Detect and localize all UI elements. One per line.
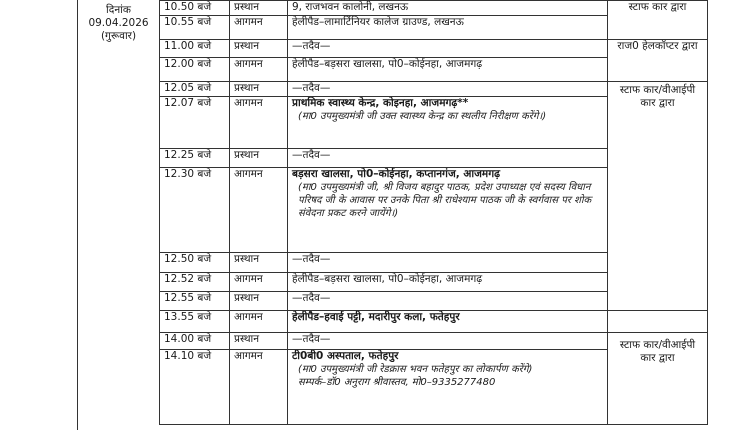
date-value: 09.04.2026 [88, 16, 149, 29]
table-row [78, 333, 708, 350]
place-note: (मा0 उपमुख्यमंत्री जी, श्री विजय बहादुर पाठक, प्रदेश उपाध्यक्ष एवं सदस्य विधान परिषद जी के आवास पर उनके पिता श्री राधेश्याम पाठक जी के स्वर्गवास पर शोक संवेदना प्रकट करने जायेंगे।) [298, 182, 592, 219]
action-cell: आगमन [230, 58, 288, 82]
action-cell: प्रस्थान [230, 82, 288, 97]
time-cell: 12.00 बजे [160, 58, 230, 82]
weekday: (गुरूवार) [100, 29, 137, 42]
place-cell [288, 149, 608, 168]
action-cell: प्रस्थान [230, 40, 288, 58]
action-cell: आगमन [230, 168, 288, 253]
action-cell: प्रस्थान [230, 149, 288, 168]
place-text: —तदैव— [292, 149, 331, 161]
transport-text: स्टाफ कार/वीआईपी कार द्वारा [619, 84, 696, 109]
action-cell: आगमन [230, 311, 288, 333]
place-text: हेलीपैड–हवाई पट्टी, मदारीपुर कला, फतेहपुर [292, 311, 460, 323]
action-cell: प्रस्थान [230, 1, 288, 16]
action-cell: आगमन [230, 97, 288, 149]
time-cell: 12.05 बजे [160, 82, 230, 97]
place-cell [288, 168, 608, 253]
place-text: —तदैव— [292, 253, 331, 265]
place-text: —तदैव— [292, 40, 331, 52]
place-cell [288, 82, 608, 97]
time-cell: 13.55 बजे [160, 311, 230, 333]
place-text: प्राथमिक स्वास्थ्य केन्द्र, कोइनहा, आजमगढ़** [292, 97, 469, 109]
place-text: —तदैव— [292, 82, 331, 94]
action-cell: आगमन [230, 350, 288, 425]
transport-cell [608, 1, 708, 40]
table-row [78, 1, 708, 16]
time-cell: 10.50 बजे [160, 1, 230, 16]
date-label: दिनांक [106, 3, 131, 16]
place-cell [288, 311, 608, 333]
place-cell [288, 292, 608, 311]
time-cell: 12.30 बजे [160, 168, 230, 253]
transport-text: स्टाफ कार/वीआईपी कार द्वारा [619, 339, 696, 364]
place-cell [288, 40, 608, 58]
contact-text: सम्पर्क–डॉ0 अनुराग श्रीवास्तव, मो0–9335277480 [298, 377, 496, 388]
time-cell: 12.52 बजे [160, 273, 230, 292]
table-row [78, 311, 708, 333]
time-cell: 11.00 बजे [160, 40, 230, 58]
schedule-table [77, 0, 708, 425]
place-note: (मा0 उपमुख्यमंत्री जी रेडक्रास भवन फतेहपुर का लोकार्पण करेंगे) [298, 364, 533, 375]
transport-cell [608, 40, 708, 82]
time-cell: 10.55 बजे [160, 16, 230, 40]
table-row [78, 82, 708, 97]
place-cell [288, 16, 608, 40]
place-text: हेलीपैड–बड़सरा खालसा, पो0–कोईनहा, आजमगढ़ [292, 58, 483, 70]
action-cell: आगमन [230, 16, 288, 40]
time-cell: 14.10 बजे [160, 350, 230, 425]
place-cell [288, 253, 608, 273]
time-cell: 14.00 बजे [160, 333, 230, 350]
place-cell [288, 97, 608, 149]
place-text: टी0बी0 अस्पताल, फतेहपुर [292, 350, 399, 362]
transport-cell [608, 82, 708, 311]
place-text: —तदैव— [292, 333, 331, 345]
transport-text: स्टाफ कार द्वारा [628, 1, 687, 13]
time-cell: 12.55 बजे [160, 292, 230, 311]
time-cell: 12.07 बजे [160, 97, 230, 149]
place-text: हेलीपैड–बड़सरा खालसा, पो0–कोईनहा, आजमगढ़ [292, 273, 483, 285]
table-row [78, 40, 708, 58]
place-cell [288, 58, 608, 82]
place-cell [288, 1, 608, 16]
action-cell: प्रस्थान [230, 333, 288, 350]
place-cell [288, 350, 608, 425]
time-cell: 12.50 बजे [160, 253, 230, 273]
place-text: बड़सरा खालसा, पो0–कोईनहा, कप्तानगंज, आजमगढ़ [292, 168, 501, 180]
transport-cell [608, 333, 708, 425]
date-cell [78, 1, 160, 425]
transport-text: राज0 हेलकॉप्टर द्वारा [617, 40, 698, 52]
place-cell [288, 273, 608, 292]
action-cell: प्रस्थान [230, 292, 288, 311]
place-cell [288, 333, 608, 350]
place-text: —तदैव— [292, 292, 331, 304]
place-text: 9, राजभवन कालोनी, लखनऊ [292, 1, 409, 13]
place-text: हेलीपैड–लामार्टिनियर कालेज ग्राउण्ड, लखनऊ [292, 16, 464, 28]
action-cell: प्रस्थान [230, 253, 288, 273]
action-cell: आगमन [230, 273, 288, 292]
place-note: (मा0 उपमुख्यमंत्री जी उक्त स्वास्थ्य केन्द्र का स्थलीय निरीक्षण करेंगे।) [298, 111, 547, 122]
time-cell: 12.25 बजे [160, 149, 230, 168]
